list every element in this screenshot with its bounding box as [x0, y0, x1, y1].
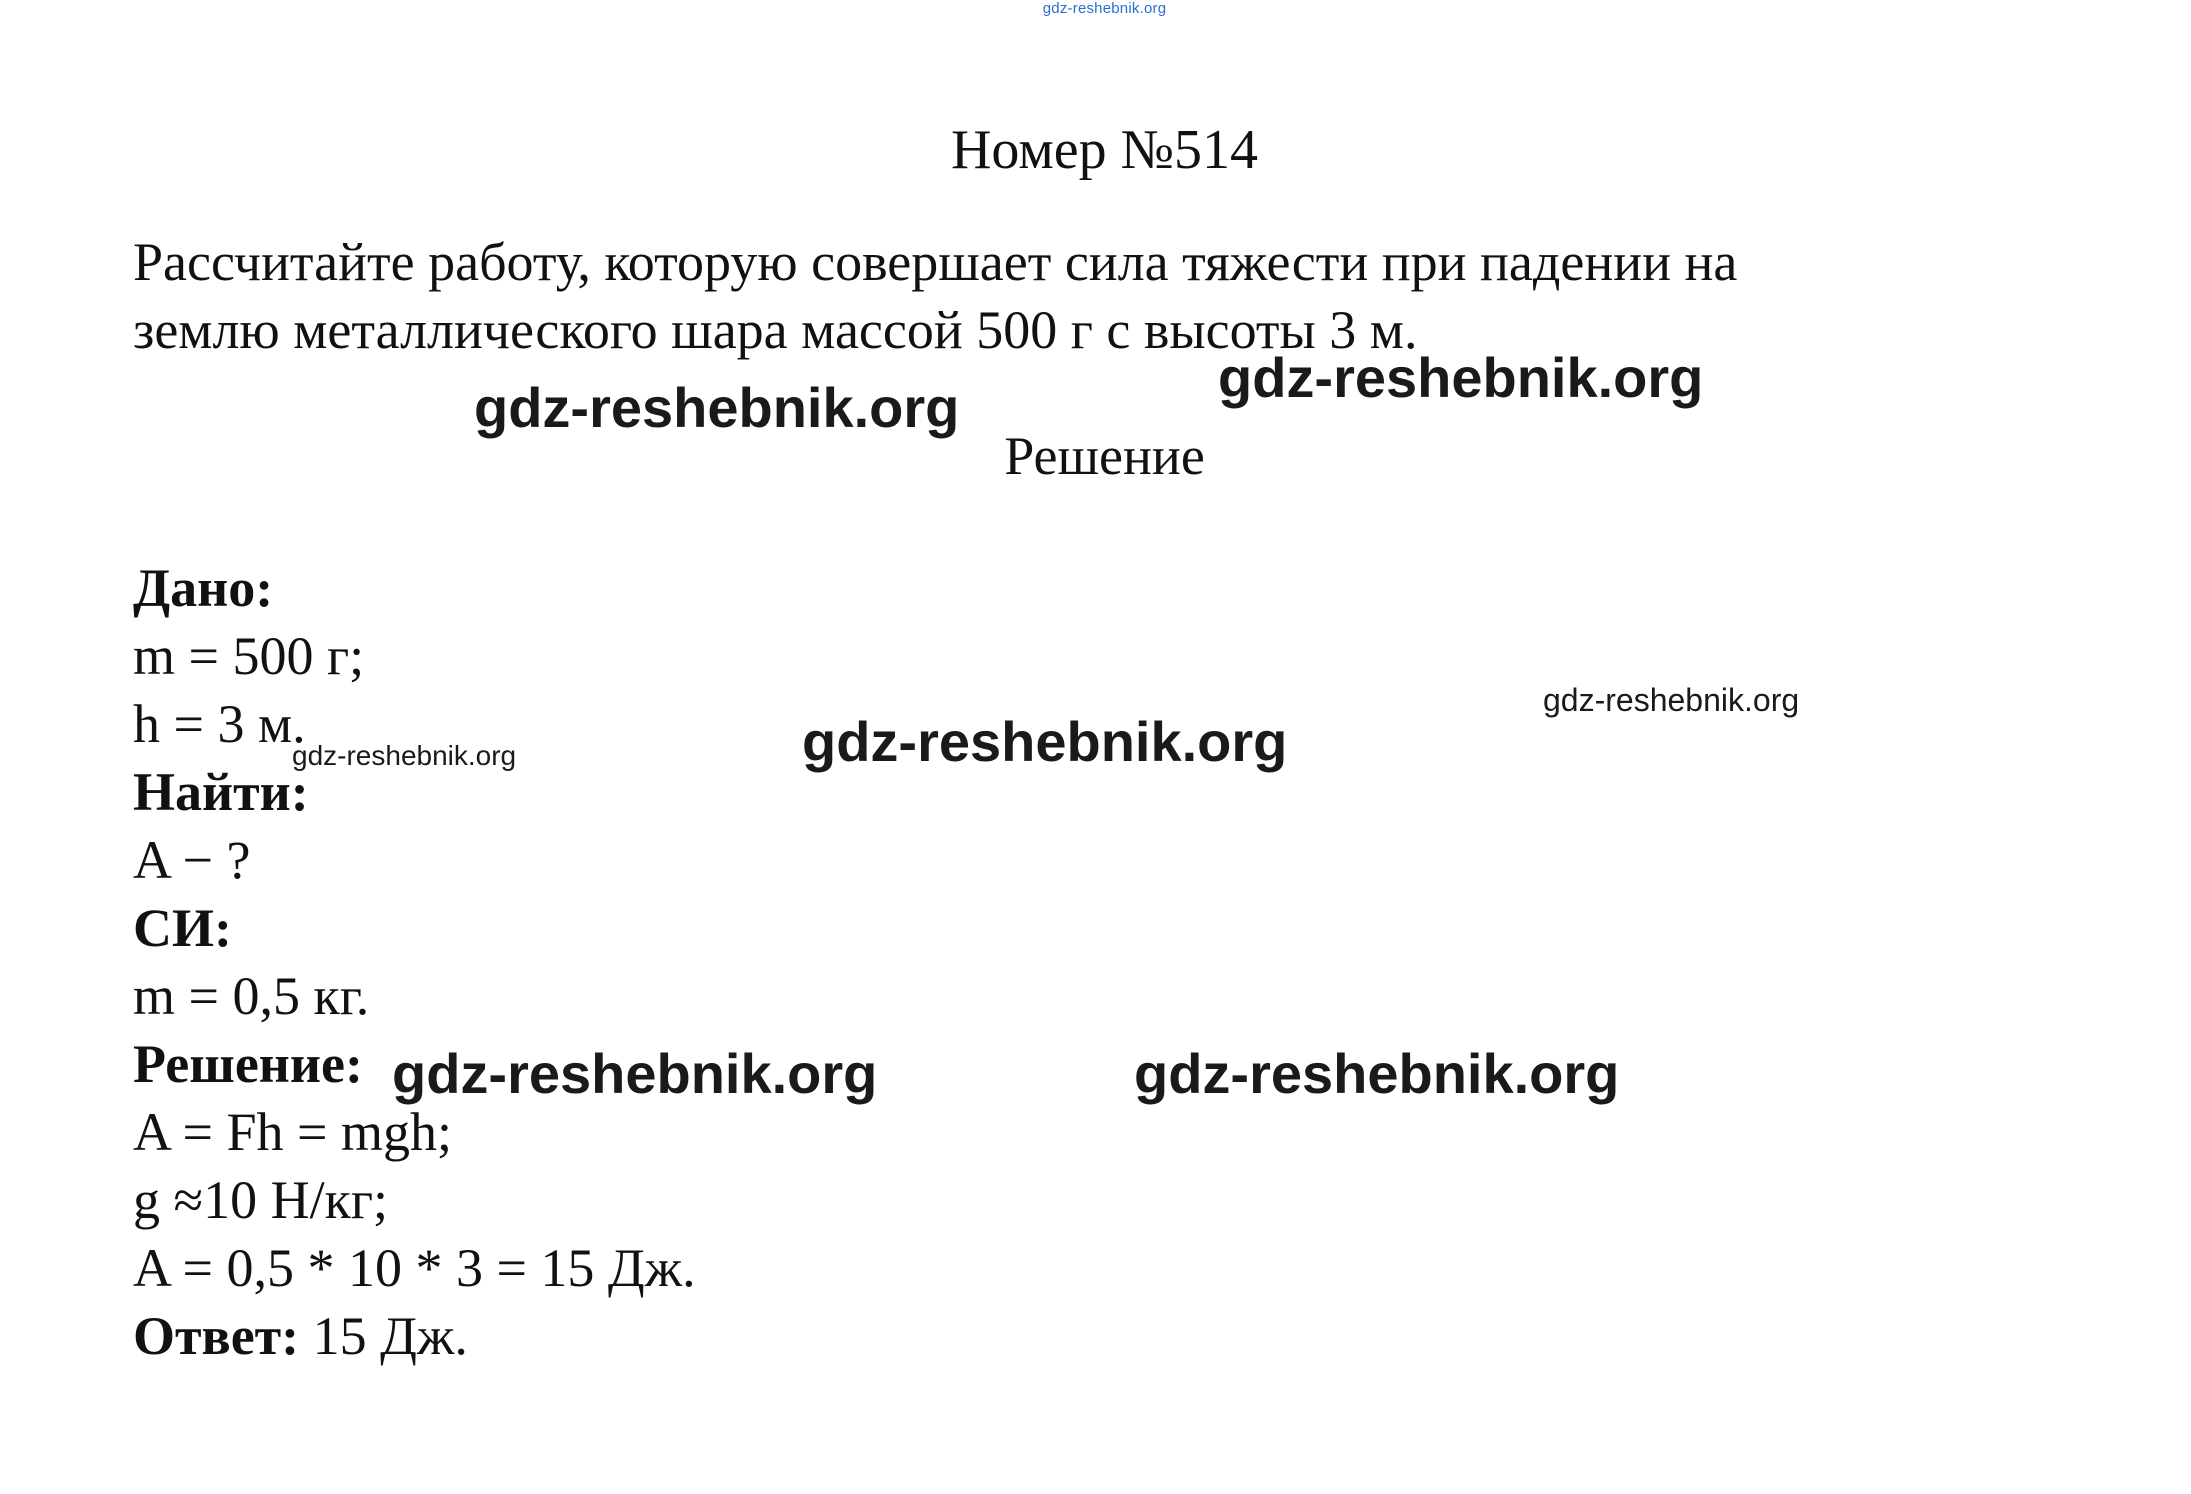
find-value: A − ? — [133, 830, 251, 890]
find-label: Найти: — [133, 762, 309, 822]
site-watermark-top: gdz-reshebnik.org — [1042, 0, 1167, 17]
si-value: m = 0,5 кг. — [133, 966, 370, 1026]
solution-step-2: g ≈10 Н/кг; — [133, 1170, 389, 1230]
task-line-2: землю металлического шара массой 500 г с высоты 3 м. — [133, 300, 1418, 360]
solution-heading: Решение — [1004, 426, 1205, 486]
solution-block — [133, 554, 696, 1370]
watermark: gdz-reshebnik.org — [292, 740, 517, 771]
watermark: gdz-reshebnik.org — [802, 710, 1288, 773]
task-line-1: Рассчитайте работу, которую совершает сила тяжести при падении на — [133, 232, 1738, 292]
solution-step-1: A = Fh = mgh; — [133, 1102, 452, 1162]
answer-value: 15 Дж. — [299, 1306, 468, 1366]
watermark: gdz-reshebnik.org — [474, 376, 960, 439]
solution-step-3: A = 0,5 * 10 * 3 = 15 Дж. — [133, 1238, 696, 1298]
si-label: СИ: — [133, 898, 232, 958]
given-label: Дано: — [133, 558, 274, 618]
task-statement — [133, 228, 2033, 364]
watermark: gdz-reshebnik.org — [1218, 346, 1704, 409]
solution-label: Решение: — [133, 1034, 363, 1094]
answer-label: Ответ: — [133, 1306, 300, 1366]
watermark: gdz-reshebnik.org — [1543, 682, 1800, 718]
page-title: Номер №514 — [950, 119, 1259, 181]
watermark: gdz-reshebnik.org — [1134, 1042, 1620, 1105]
answer-line — [133, 1302, 696, 1370]
given-mass: m = 500 г; — [133, 626, 365, 686]
given-height: h = 3 м. — [133, 694, 306, 754]
watermark: gdz-reshebnik.org — [392, 1042, 878, 1105]
